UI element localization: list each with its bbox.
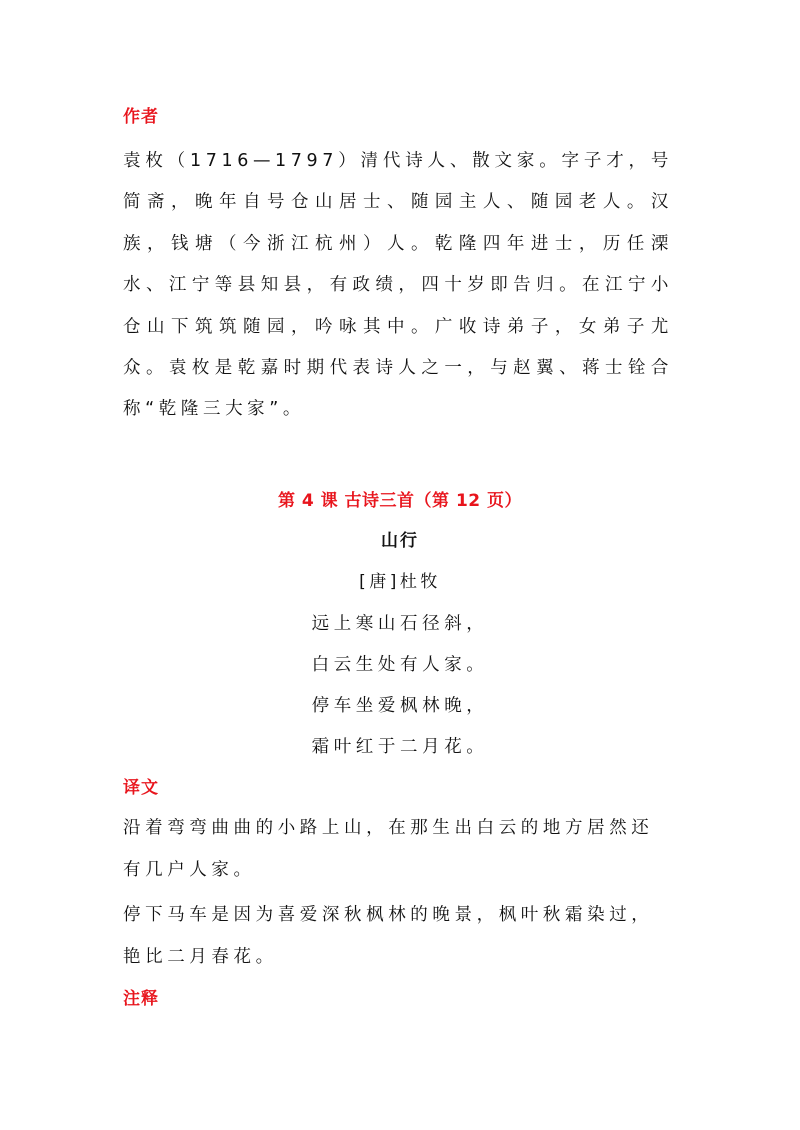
- poem-author: [唐]杜牧: [359, 572, 441, 592]
- translation-line: 艳比二月春花。: [123, 947, 278, 967]
- translation-line: 有几户人家。: [123, 860, 256, 880]
- poem-line: 停车坐爱枫林晚，: [311, 696, 489, 716]
- translation-line: 停下马车是因为喜爱深秋枫林的晚景，枫叶秋霜染过，: [123, 905, 654, 925]
- poem-title: 山行: [381, 531, 419, 551]
- author-heading: 作者: [123, 107, 159, 127]
- lesson-title: 第 4 课 古诗三首（第 12 页）: [277, 491, 523, 511]
- notes-heading: 注释: [123, 989, 159, 1009]
- poem-line: 远上寒山石径斜，: [311, 614, 489, 634]
- author-paragraph: 袁枚（1716—1797）清代诗人、散文家。字子才，号简斋，晚年自号仓山居士、随园主人、随园老人。汉族，钱塘（今浙江杭州）人。乾隆四年进士，历任溧水、江宁等县知县，有政绩，四十岁即告归。在江宁小仓山下筑筑随园，吟咏其中。广收诗弟子，女弟子尤众。袁枚是乾嘉时期代表诗人之一，与赵翼、蒋士铨合称“乾隆三大家”。: [123, 151, 673, 420]
- translation-heading: 译文: [123, 778, 159, 798]
- translation-line: 沿着弯弯曲曲的小路上山，在那生出白云的地方居然还: [123, 818, 654, 838]
- poem-line: 霜叶红于二月花。: [311, 737, 489, 757]
- poem-line: 白云生处有人家。: [311, 655, 489, 675]
